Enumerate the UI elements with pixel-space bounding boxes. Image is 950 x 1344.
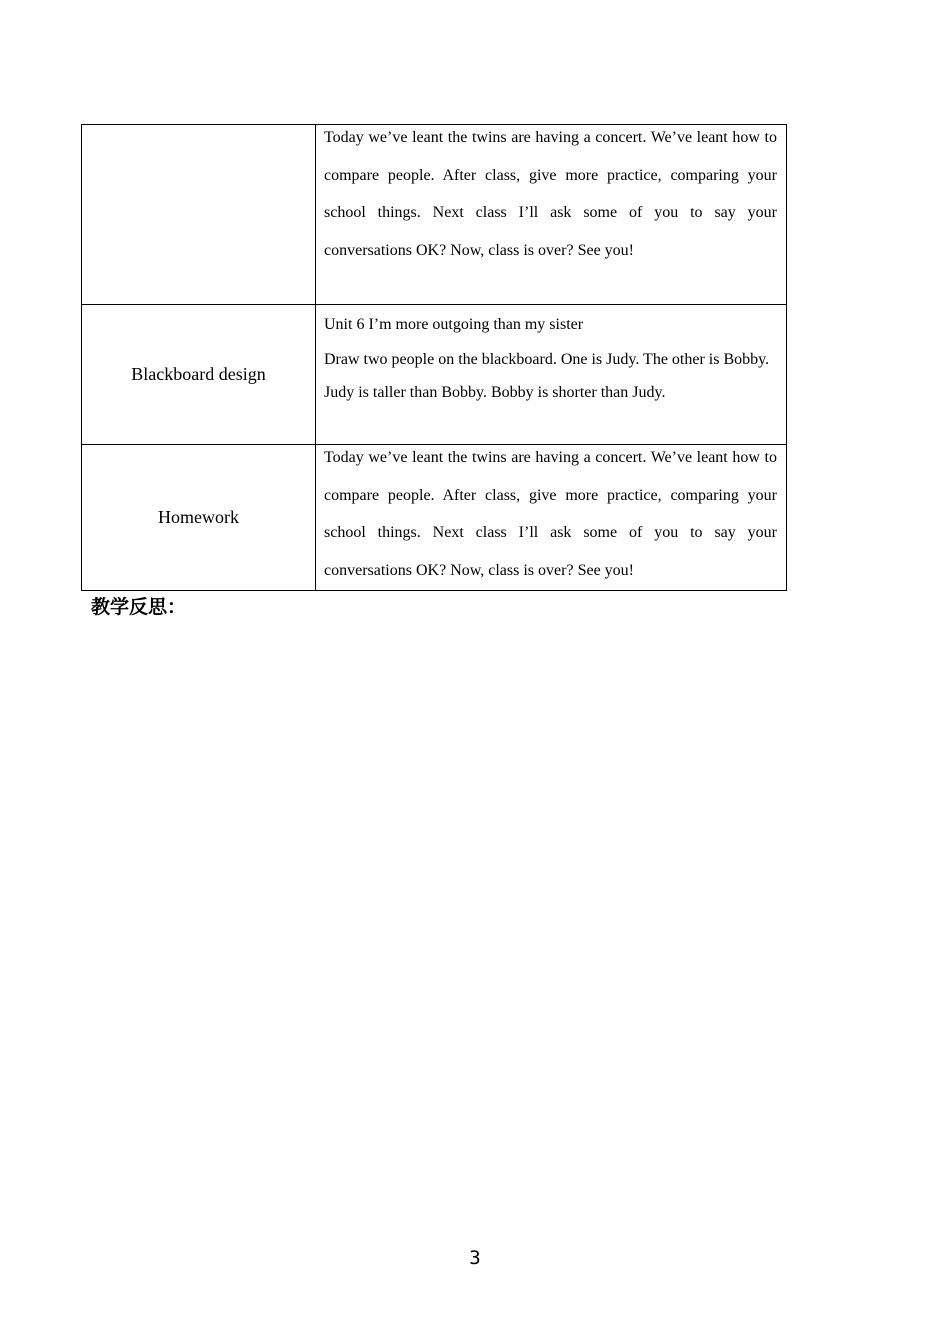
row-label-homework: Homework bbox=[82, 445, 316, 591]
table-row bbox=[82, 305, 787, 445]
row-content bbox=[316, 125, 787, 305]
table-row bbox=[82, 125, 787, 305]
row-label bbox=[82, 125, 316, 305]
row-label-blackboard-design: Blackboard design bbox=[82, 305, 316, 445]
blackboard-description: Draw two people on the blackboard. One is Judy. The other is Bobby. bbox=[324, 351, 770, 368]
teaching-reflection-heading: 教学反思： bbox=[91, 596, 187, 618]
row-content bbox=[316, 305, 787, 445]
summary-paragraph: Today we’ve leant the twins are having a concert. We’ve leant how to compare people. After class, give more practice, comparing your school things. Next class I’ll ask some of you to say your conversations OK? Now, class is over? See you! bbox=[324, 129, 777, 259]
table-row bbox=[82, 445, 787, 591]
blackboard-sentence: Judy is taller than Bobby. Bobby is shorter than Judy. bbox=[324, 384, 666, 401]
page-number: 3 bbox=[469, 1247, 481, 1269]
lesson-plan-table bbox=[81, 124, 787, 591]
blackboard-title: Unit 6 I’m more outgoing than my sister bbox=[324, 316, 584, 333]
row-content bbox=[316, 445, 787, 591]
homework-paragraph: Today we’ve leant the twins are having a concert. We’ve leant how to compare people. After class, give more practice, comparing your school things. Next class I’ll ask some of you to say your conversations OK? Now, class is over? See you! bbox=[324, 449, 777, 579]
